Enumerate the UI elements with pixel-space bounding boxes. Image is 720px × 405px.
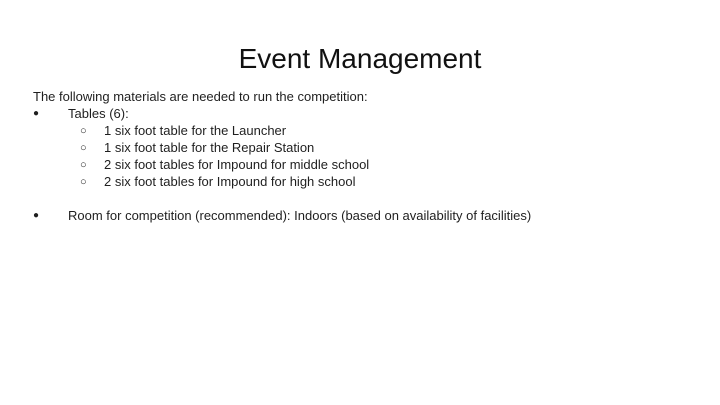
sub-bullet-text: 2 six foot tables for Impound for high school [104, 174, 356, 189]
bullet-marker: ● [33, 210, 40, 221]
sub-bullet-text: 2 six foot tables for Impound for middle school [104, 157, 370, 172]
slide-body [33, 88, 693, 224]
sub-bullet-item [33, 122, 693, 139]
bullet-text: Tables (6): [68, 106, 129, 121]
intro-line [33, 88, 693, 105]
sub-bullet-marker: ○ [80, 176, 87, 188]
sub-bullet-marker: ○ [80, 159, 87, 171]
sub-bullet-text: 1 six foot table for the Launcher [104, 123, 287, 138]
bullet-text: Room for competition (recommended): Indoors (based on availability of facilities) [68, 208, 532, 223]
bullet-item-tables [33, 105, 693, 122]
sub-bullet-item [33, 173, 693, 190]
sub-bullet-item [33, 156, 693, 173]
bullet-marker: ● [33, 108, 40, 119]
bullet-item-room [33, 207, 693, 224]
slide-title: Event Management [238, 43, 482, 74]
sub-bullet-item [33, 139, 693, 156]
sub-bullet-text: 1 six foot table for the Repair Station [104, 140, 315, 155]
spacer [33, 190, 693, 207]
intro-text: The following materials are needed to run the competition: [33, 89, 368, 104]
sub-bullet-marker: ○ [80, 125, 87, 137]
sub-bullet-marker: ○ [80, 142, 87, 154]
